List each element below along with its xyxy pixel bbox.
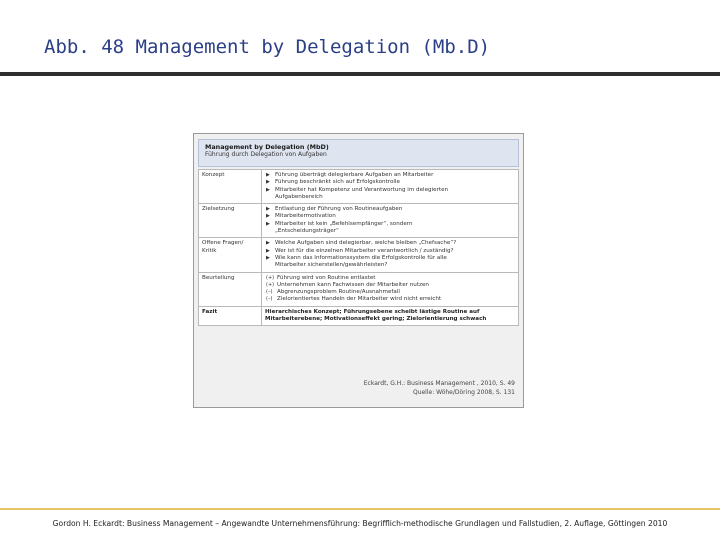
table-row (199, 238, 519, 272)
figure-header (198, 139, 519, 167)
delegation-figure (193, 133, 524, 408)
list-item: Aufgabenbereich (275, 193, 323, 200)
row-label: Offene Fragen/ Kritik (199, 238, 262, 272)
figure-header-title: Management by Delegation (MbD) (205, 143, 329, 151)
row-content (262, 272, 519, 306)
list-item: (+) Unternehmen kann Fachwissen der Mitarbeiter nutzen (266, 281, 429, 288)
row-content (262, 306, 519, 326)
table-row (199, 272, 519, 306)
list-item: Mitarbeiter sicherstellen/gewährleisten? (275, 262, 388, 269)
row-label: Konzept (199, 170, 262, 204)
bullet-arrow-icon: ▶ (266, 247, 270, 254)
source-citation: Eckardt, G.H.: Business Management , 2010, S. 49 (363, 380, 515, 387)
table-row (199, 204, 519, 238)
bullet-arrow-icon: ▶ (266, 254, 270, 261)
concept-table (198, 169, 519, 326)
list-item: ▶ Mitarbeiter ist kein „Befehlsempfänger“, sondern (266, 220, 413, 227)
figure-source (364, 379, 515, 397)
list-item: ▶ Mitarbeitermotivation (266, 213, 336, 220)
bullet-arrow-icon: ▶ (266, 220, 270, 227)
row-content (262, 170, 519, 204)
list-item: ▶ Mitarbeiter hat Kompetenz und Verantwortung im delegierten (266, 186, 449, 193)
fazit-line: Hierarchisches Konzept; Führungsebene scheibt lästige Routine auf (265, 308, 480, 315)
plus-sign: (+) (266, 281, 275, 288)
list-item: ▶ Wie kann das Informationssystem die Erfolgskontrolle für alle (266, 254, 447, 261)
list-item: „Entscheidungsträger“ (275, 228, 339, 235)
table-row (199, 170, 519, 204)
minus-sign: (–) (266, 289, 273, 296)
footer-divider (0, 508, 720, 510)
list-item: ▶ Wer ist für die einzelnen Mitarbeiter verantwortlich / zuständig? (266, 247, 454, 254)
slide-title: Abb. 48 Management by Delegation (Mb.D) (44, 36, 491, 58)
list-item: (–) Abgrenzungsproblem Routine/Ausnahmefall (266, 289, 400, 296)
row-label: Zielsetzung (199, 204, 262, 238)
list-item: (–) Zielorientiertes Handeln der Mitarbeiter wird nicht erreicht (266, 296, 442, 303)
bullet-arrow-icon: ▶ (266, 206, 270, 213)
bullet-arrow-icon: ▶ (266, 172, 270, 178)
list-item: ▶ Führung beschränkt sich auf Erfolgskontrolle (266, 179, 400, 186)
row-label: Fazit (199, 306, 262, 326)
fazit-line: Mitarbeiterebene; Motivationseffekt gering; Zielorientierung schwach (265, 316, 487, 323)
bullet-arrow-icon: ▶ (266, 179, 270, 186)
row-content (262, 238, 519, 272)
list-item: ▶ Welche Aufgaben sind delegierbar, welche bleiben „Chefsache“? (266, 240, 457, 247)
row-label: Beurteilung (199, 272, 262, 306)
figure-header-subtitle: Führung durch Delegation von Aufgaben (205, 151, 327, 158)
list-item: ▶ Entlastung der Führung von Routineaufgaben (266, 206, 403, 213)
bullet-arrow-icon: ▶ (266, 186, 270, 193)
table-row (199, 306, 519, 326)
source-reference: Quelle: Wöhe/Döring 2008, S. 131 (412, 389, 515, 396)
title-divider (0, 72, 720, 76)
list-item: ▶ Führung überträgt delegierbare Aufgaben an Mitarbeiter (266, 172, 434, 178)
plus-sign: (+) (266, 274, 275, 281)
minus-sign: (–) (266, 296, 273, 303)
bullet-arrow-icon: ▶ (266, 213, 270, 220)
list-item: (+) Führung wird von Routine entlastet (266, 274, 376, 281)
row-content (262, 204, 519, 238)
bullet-arrow-icon: ▶ (266, 240, 270, 247)
footer-citation: Gordon H. Eckardt: Business Management – Angewandte Unternehmensführung: Begrifflich-methodische Grundlagen und Fallstudien, 2. Auflage, Göttingen 2010 (52, 519, 668, 528)
